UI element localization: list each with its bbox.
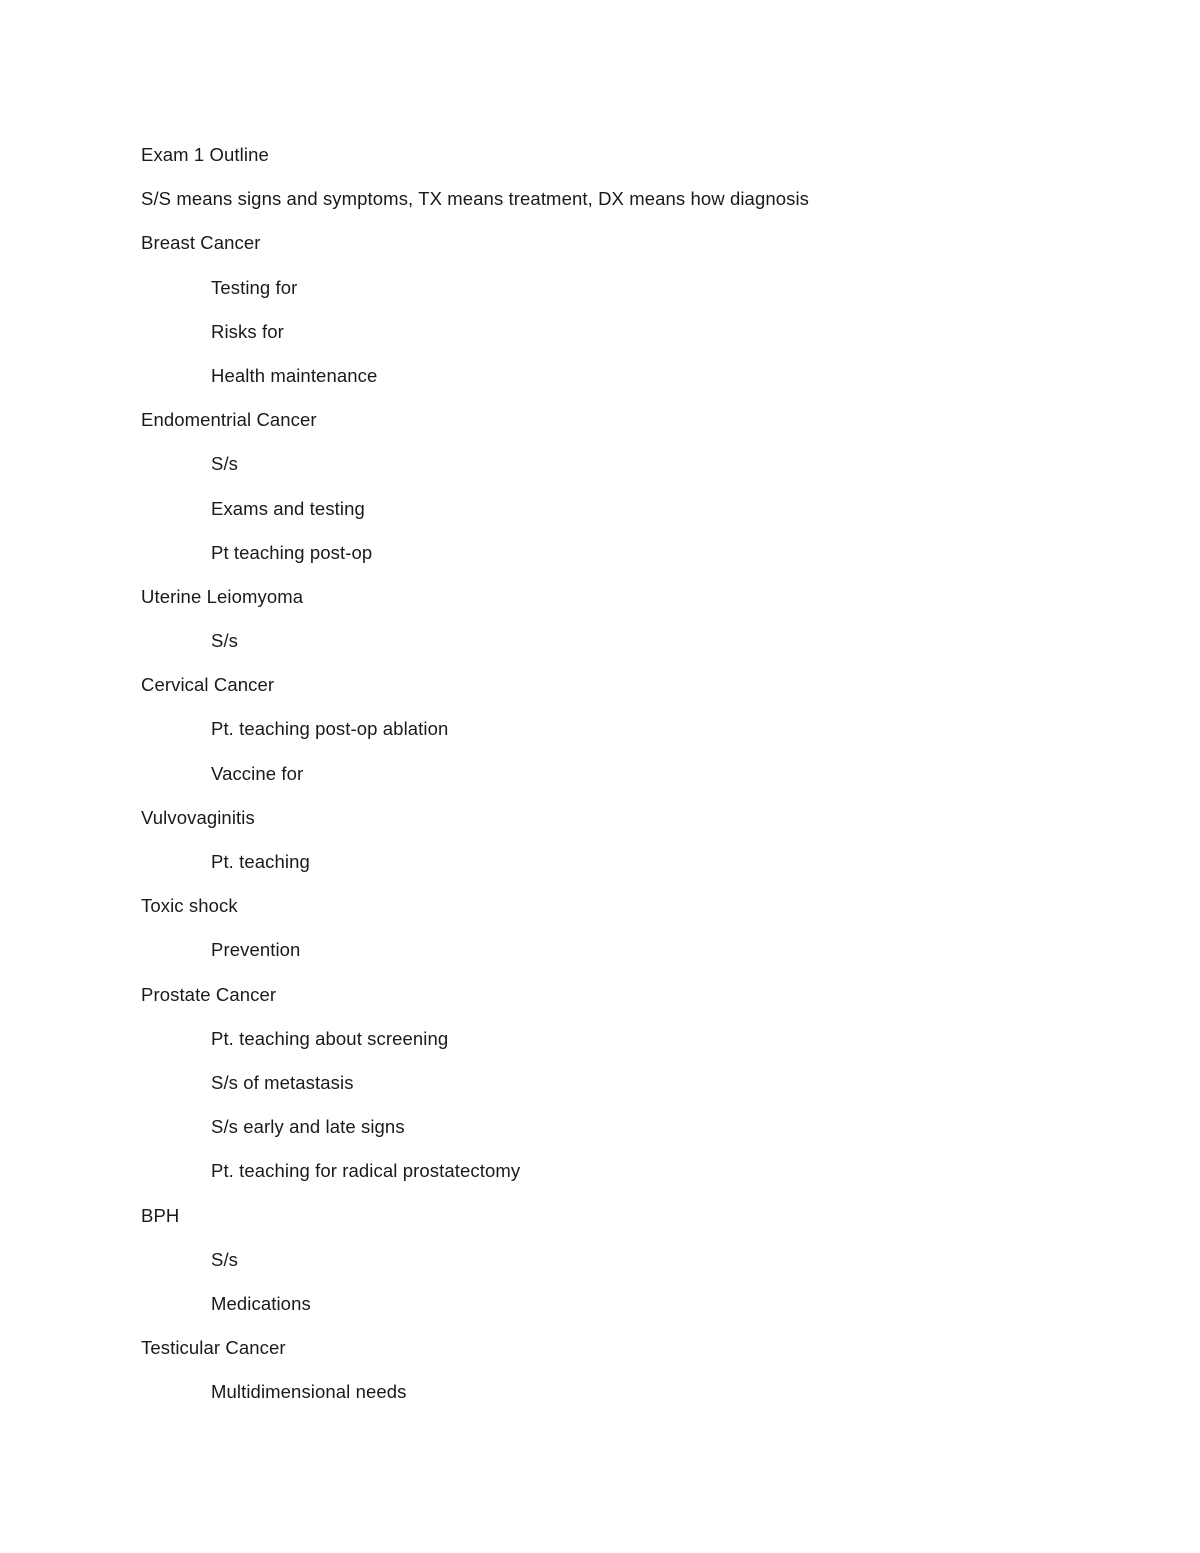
document-title: Exam 1 Outline [141,144,269,165]
outline-item: Medications [211,1292,311,1314]
outline-item: Health maintenance [211,364,378,386]
outline-item: Exams and testing [211,497,365,519]
outline-item: S/s of metastasis [211,1071,354,1093]
outline-item: S/s early and late signs [211,1116,405,1138]
outline-item: Prevention [211,939,301,961]
section-heading: Cervical Cancer [141,674,275,696]
abbreviation-legend: S/S means signs and symptoms, TX means treatment, DX means how diagnosis [141,188,810,210]
section-heading: BPH [141,1204,180,1226]
outline-item: Vaccine for [211,762,304,784]
outline-item: S/s [211,1248,239,1270]
section-heading: Testicular Cancer [141,1337,286,1359]
outline-item: Multidimensional needs [211,1381,407,1403]
outline-item: Pt. teaching [211,851,310,872]
section-heading: Breast Cancer [141,232,261,254]
section-heading: Prostate Cancer [141,983,277,1005]
section-heading: Endomentrial Cancer [141,409,317,431]
outline-item: Testing for [211,276,298,298]
section-heading: Uterine Leiomyoma [141,585,304,607]
outline-item: Pt teaching post-op [211,541,373,563]
outline-item: Pt. teaching about screening [211,1027,449,1049]
outline-item: S/s [211,630,239,652]
section-heading: Toxic shock [141,895,238,917]
outline-item: Risks for [211,320,284,342]
outline-item: Pt. teaching post-op ablation [211,718,449,740]
outline-item: S/s [211,453,239,475]
section-heading: Vulvovaginitis [141,806,255,828]
outline-item: Pt. teaching for radical prostatectomy [211,1160,521,1182]
outline-body [141,141,1101,1422]
